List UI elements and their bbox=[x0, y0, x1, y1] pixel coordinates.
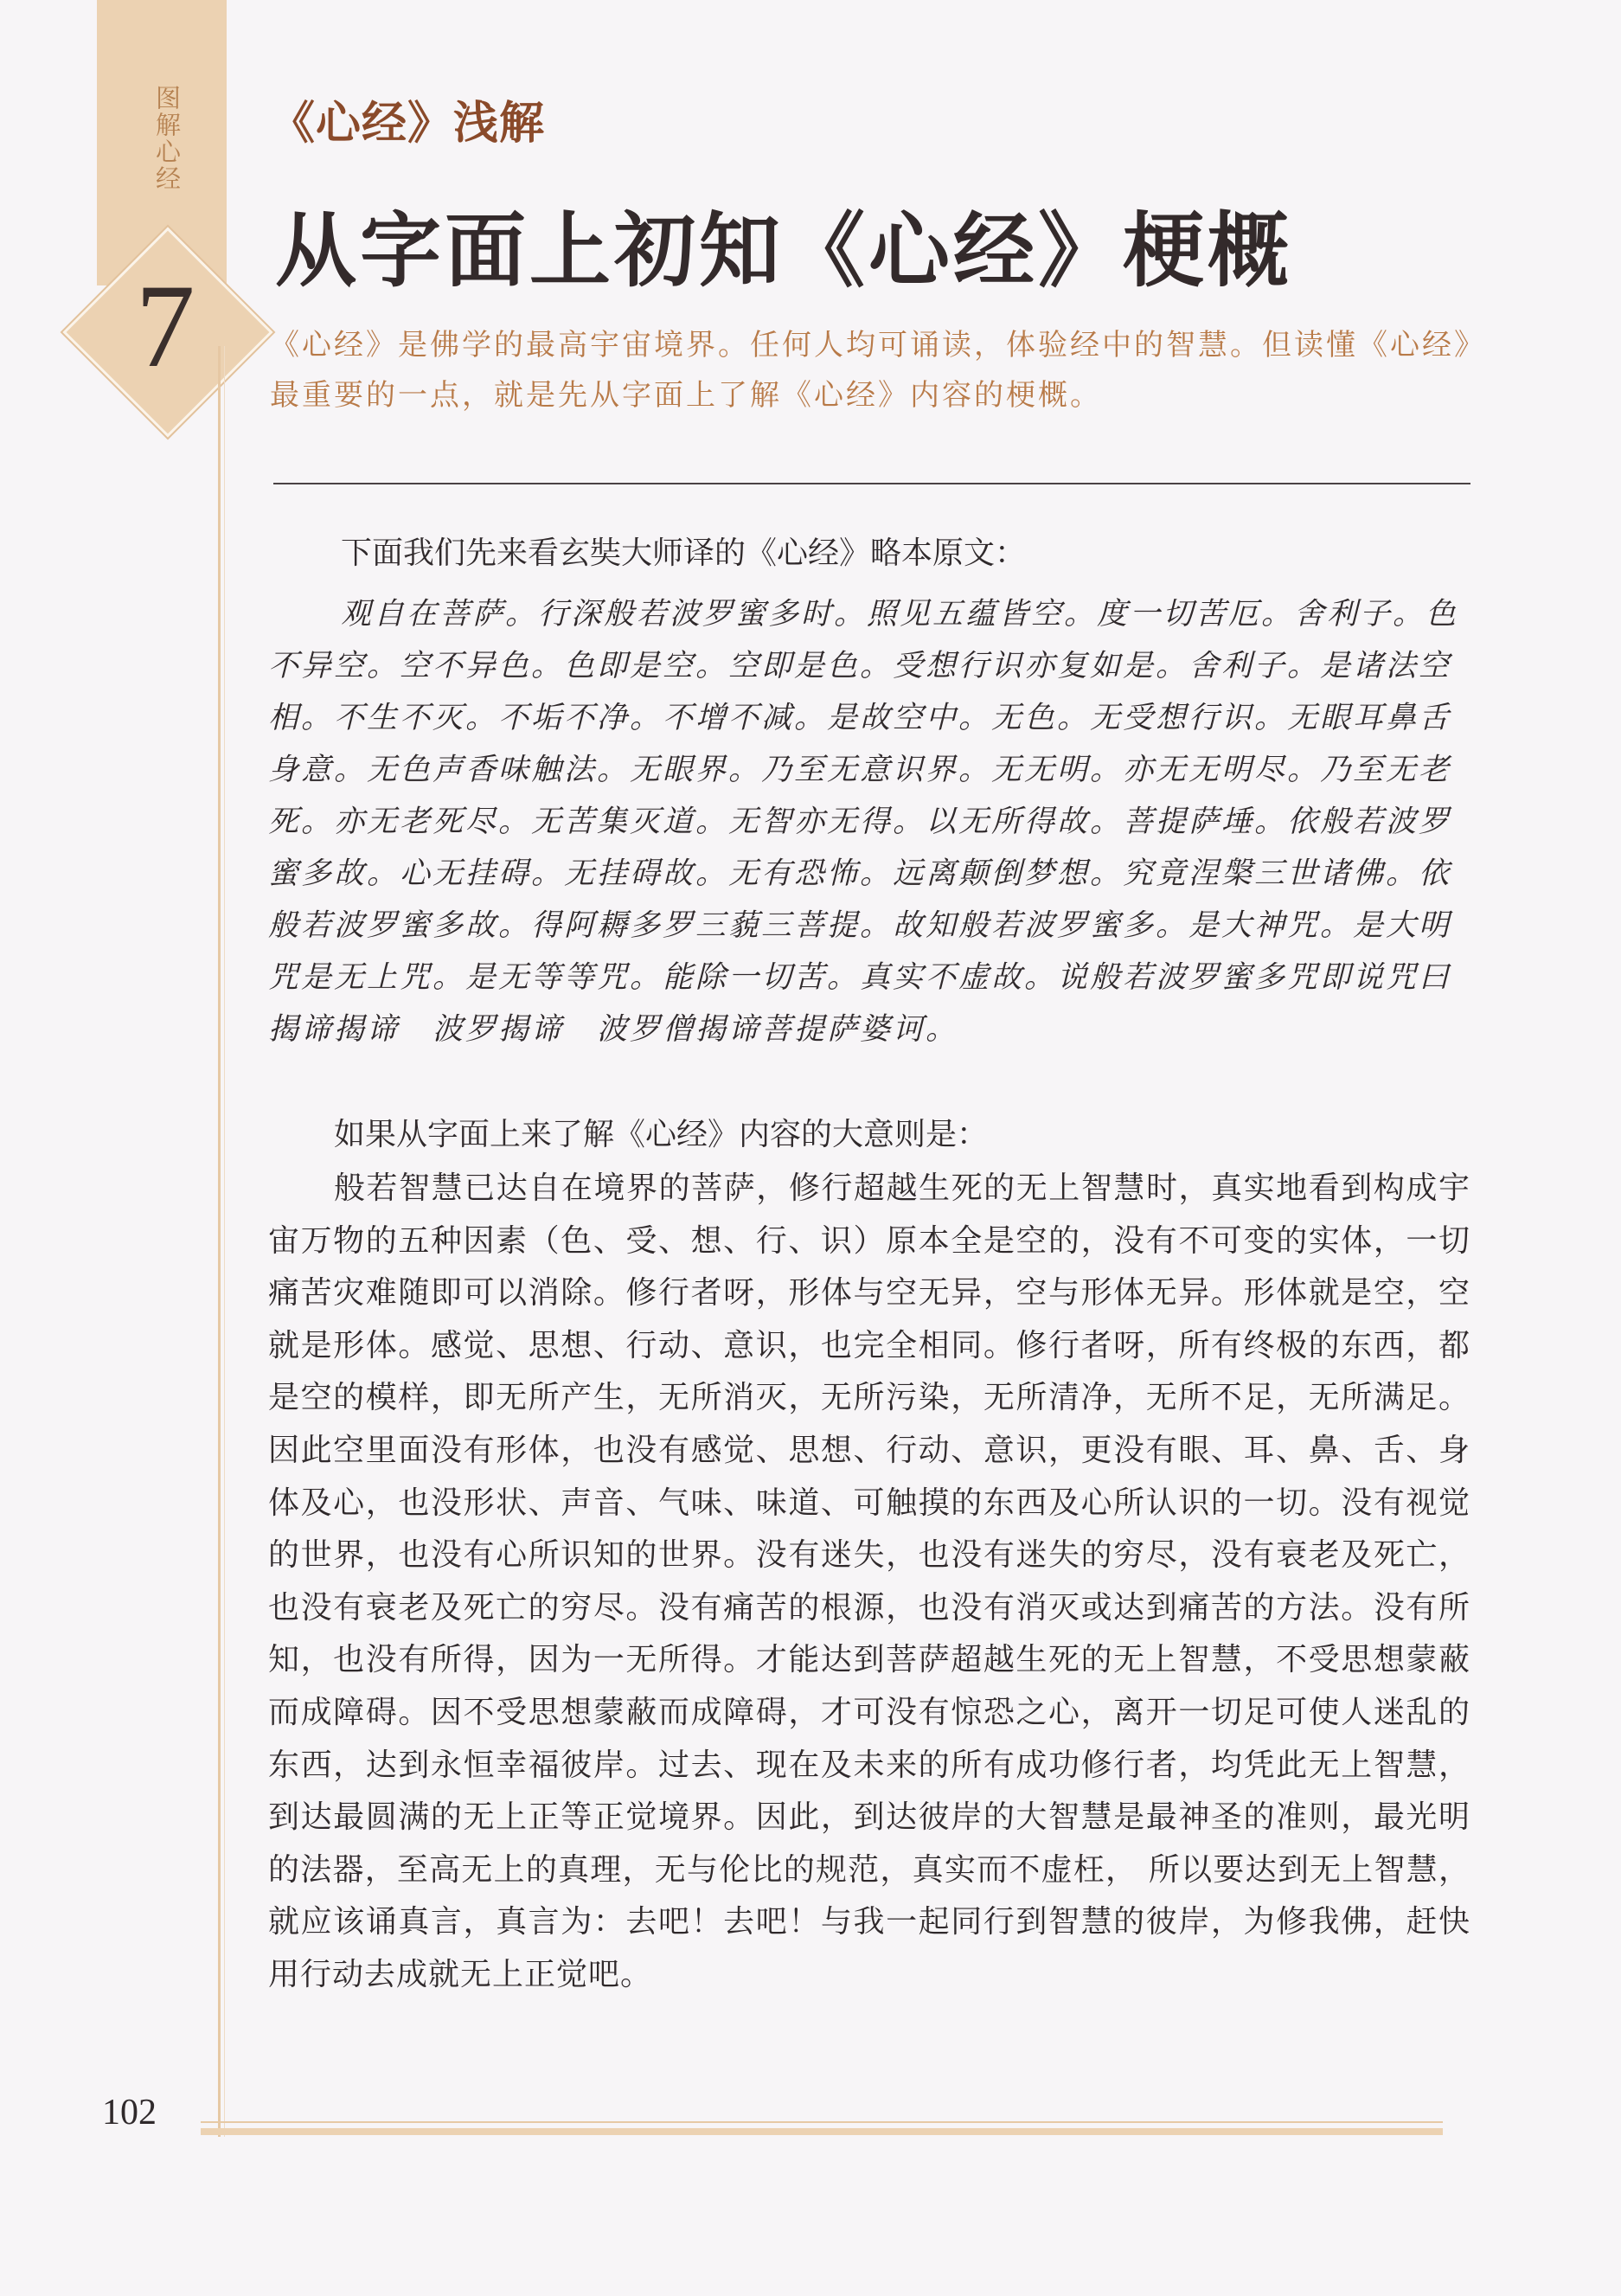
footer-rule bbox=[201, 2128, 1443, 2135]
margin-rule-thin bbox=[224, 346, 225, 2137]
header-divider bbox=[273, 483, 1470, 484]
series-label: 图解心经 bbox=[152, 85, 182, 192]
sutra-text: 观自在菩萨。行深般若波罗蜜多时。照见五蕴皆空。度一切苦厄。舍利子。色不异空。空不异色。色即是空。空即是色。受想行识亦复如是。舍利子。是诸法空相。不生不灭。不垢不净。不增不减。是故空中。无色。无受想行识。无眼耳鼻舌身意。无色声香味触法。无眼界。乃至无意识界。无无明。亦无无明尽。乃至无老死。亦无老死尽。无苦集灭道。无智亦无得。以无所得故。菩提萨埵。依般若波罗蜜多故。心无挂碍。无挂碍故。无有恐怖。远离颠倒梦想。究竟涅槃三世诸佛。依般若波罗蜜多故。得阿耨多罗三藐三菩提。故知般若波罗蜜多。是大神咒。是大明咒是无上咒。是无等等咒。能除一切苦。真实不虚故。说般若波罗蜜多咒即说咒曰揭谛揭谛 波罗揭谛 波罗僧揭谛菩提萨婆诃。 bbox=[268, 597, 1459, 1047]
footer-rule-thin bbox=[201, 2121, 1443, 2123]
chapter-number: 7 bbox=[135, 260, 195, 392]
explanation-paragraph: 般若智慧已达自在境界的菩萨，修行超越生死的无上智慧时，真实地看到构成宇宙万物的五种因素（色、受、想、行、识）原本全是空的，没有不可变的实体，一切痛苦灾难随即可以消除。修行者呀，形体与空无异，空与形体无异。形体就是空，空就是形体。感觉、思想、行动、意识，也完全相同。修行者呀，所有终极的东西，都是空的模样，即无所产生，无所消灭，无所污染，无所清净，无所不足，无所满足。因此空里面没有形体，也没有感觉、思想、行动、意识，更没有眼、耳、鼻、舌、身体及心，也没形状、声音、气味、味道、可触摸的东西及心所认识的一切。没有视觉的世界，也没有心所识知的世界。没有迷失，也没有迷失的穷尽，没有衰老及死亡，也没有衰老及死亡的穷尽。没有痛苦的根源，也没有消灭或达到痛苦的方法。没有所知，也没有所得，因为一无所得。才能达到菩萨超越生死的无上智慧，不受思想蒙蔽而成障碍。因不受思想蒙蔽而成障碍，才可没有惊恐之心，离开一切足可使人迷乱的东西，达到永恒幸福彼岸。过去、现在及未来的所有成功修行者，均凭此无上智慧，到达最圆满的无上正等正觉境界。因此，到达彼岸的大智慧是最神圣的准则，最光明的法器，至高无上的真理，无与伦比的规范，真实而不虚枉， 所以要达到无上智慧，就应该诵真言，真言为：去吧！去吧！与我一起同行到智慧的彼岸，为修我佛，赶快用行动去成就无上正觉吧。 bbox=[268, 1170, 1470, 1992]
lead-paragraph-2: 如果从字面上来了解《心经》内容的大意则是： bbox=[334, 1117, 989, 1152]
section-subtitle: 《心经》浅解 bbox=[270, 97, 546, 150]
margin-rule bbox=[218, 346, 221, 2137]
intro-summary: 《心经》是佛学的最高宇宙境界。任何人均可诵读，体验经中的智慧。但读懂《心经》最重要的一点，就是先从字面上了解《心经》内容的梗概。 bbox=[270, 328, 1471, 413]
page-title: 从字面上初知《心经》梗概 bbox=[275, 203, 1293, 298]
lead-paragraph-1: 下面我们先来看玄奘大师译的《心经》略本原文： bbox=[341, 536, 1027, 571]
page-number: 102 bbox=[102, 2093, 157, 2132]
